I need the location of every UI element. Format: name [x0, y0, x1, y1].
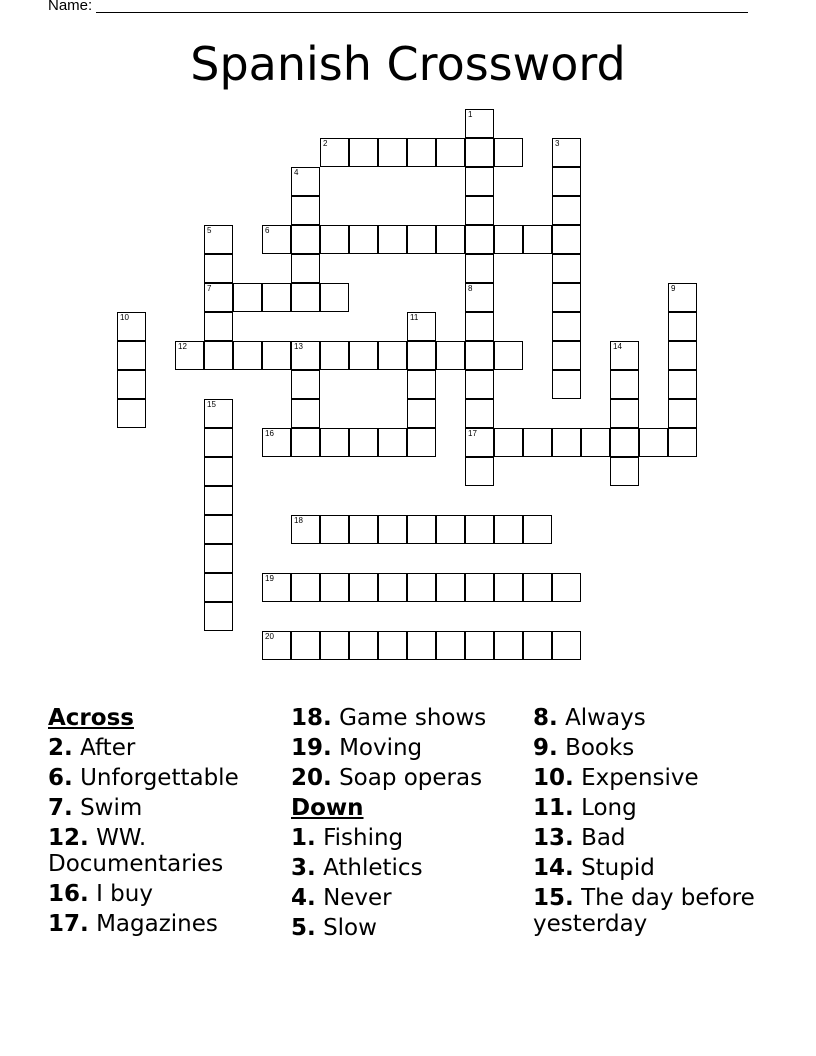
grid-cell[interactable] — [465, 631, 494, 660]
cell-number: 12 — [178, 342, 187, 351]
grid-cell[interactable] — [349, 225, 378, 254]
grid-cell[interactable] — [204, 225, 233, 254]
grid-cell[interactable] — [349, 573, 378, 602]
grid-cell[interactable] — [204, 254, 233, 283]
grid-cell[interactable] — [610, 370, 639, 399]
grid-cell[interactable] — [581, 428, 610, 457]
grid-cell[interactable] — [291, 196, 320, 225]
grid-cell[interactable] — [552, 370, 581, 399]
clue-down-10: 10. Expensive — [533, 765, 699, 791]
clue-down-8: 8. Always — [533, 705, 646, 731]
grid-cell[interactable] — [204, 341, 233, 370]
grid-cell[interactable] — [494, 515, 523, 544]
grid-cell[interactable] — [552, 631, 581, 660]
grid-cell[interactable] — [465, 515, 494, 544]
grid-cell[interactable] — [204, 602, 233, 631]
grid-cell[interactable] — [262, 631, 291, 660]
grid-cell[interactable] — [610, 341, 639, 370]
grid-cell[interactable] — [204, 515, 233, 544]
grid-cell[interactable] — [465, 399, 494, 428]
clue-across-16: 16. I buy — [48, 881, 153, 907]
grid-cell[interactable] — [523, 225, 552, 254]
grid-cell[interactable] — [465, 138, 494, 167]
cell-number: 9 — [671, 284, 676, 293]
clue-down-11: 11. Long — [533, 795, 637, 821]
across-heading: Across — [48, 705, 134, 731]
name-label: Name: — [48, 0, 93, 14]
clue-down-5: 5. Slow — [291, 915, 377, 941]
grid-cell[interactable] — [407, 138, 436, 167]
grid-cell[interactable] — [494, 631, 523, 660]
grid-cell[interactable] — [320, 573, 349, 602]
clue-across-2: 2. After — [48, 735, 136, 761]
clue-across-20: 20. Soap operas — [291, 765, 483, 791]
grid-cell[interactable] — [407, 515, 436, 544]
grid-cell[interactable] — [552, 312, 581, 341]
clue-down-3: 3. Athletics — [291, 855, 423, 881]
clue-across-6: 6. Unforgettable — [48, 765, 239, 791]
clue-across-17: 17. Magazines — [48, 911, 218, 937]
grid-cell[interactable] — [465, 283, 494, 312]
cell-number: 16 — [265, 429, 274, 438]
grid-cell[interactable] — [320, 225, 349, 254]
cell-number: 3 — [555, 139, 560, 148]
grid-cell[interactable] — [349, 631, 378, 660]
grid-cell[interactable] — [407, 573, 436, 602]
grid-cell[interactable] — [494, 428, 523, 457]
cell-number: 11 — [410, 313, 419, 322]
grid-cell[interactable] — [552, 254, 581, 283]
cell-number: 13 — [294, 342, 303, 351]
cell-number: 10 — [120, 313, 129, 322]
grid-cell[interactable] — [291, 167, 320, 196]
grid-cell[interactable] — [465, 167, 494, 196]
clue-down-1: 1. Fishing — [291, 825, 404, 851]
grid-cell[interactable] — [117, 399, 146, 428]
grid-cell[interactable] — [668, 399, 697, 428]
grid-cell[interactable] — [378, 631, 407, 660]
grid-cell[interactable] — [262, 573, 291, 602]
grid-cell[interactable] — [552, 573, 581, 602]
cell-number: 15 — [207, 400, 216, 409]
grid-cell[interactable] — [465, 312, 494, 341]
grid-cell[interactable] — [291, 399, 320, 428]
grid-cell[interactable] — [204, 544, 233, 573]
grid-cell[interactable] — [610, 457, 639, 486]
cell-number: 17 — [468, 429, 477, 438]
grid-cell[interactable] — [291, 515, 320, 544]
grid-cell[interactable] — [291, 370, 320, 399]
cell-number: 19 — [265, 574, 274, 583]
cell-number: 20 — [265, 632, 274, 641]
grid-cell[interactable] — [465, 254, 494, 283]
grid-cell[interactable] — [465, 428, 494, 457]
grid-cell[interactable] — [291, 225, 320, 254]
grid-cell[interactable] — [320, 631, 349, 660]
grid-cell[interactable] — [436, 631, 465, 660]
grid-cell[interactable] — [552, 225, 581, 254]
grid-cell[interactable] — [204, 457, 233, 486]
down-heading: Down — [291, 795, 364, 821]
grid-cell[interactable] — [668, 370, 697, 399]
clue-column-2 — [291, 703, 526, 943]
clue-down-4: 4. Never — [291, 885, 392, 911]
grid-cell[interactable] — [291, 428, 320, 457]
grid-cell[interactable] — [204, 312, 233, 341]
grid-cell[interactable] — [436, 515, 465, 544]
grid-cell[interactable] — [436, 573, 465, 602]
grid-cell[interactable] — [262, 225, 291, 254]
grid-cell[interactable] — [465, 225, 494, 254]
grid-cell[interactable] — [668, 283, 697, 312]
grid-cell[interactable] — [204, 283, 233, 312]
grid-cell[interactable] — [436, 341, 465, 370]
cell-number: 1 — [468, 110, 473, 119]
grid-cell[interactable] — [291, 631, 320, 660]
grid-cell[interactable] — [552, 341, 581, 370]
grid-cell[interactable] — [262, 341, 291, 370]
grid-cell[interactable] — [117, 370, 146, 399]
grid-cell[interactable] — [407, 341, 436, 370]
grid-cell[interactable] — [436, 138, 465, 167]
cell-number: 4 — [294, 168, 299, 177]
grid-cell[interactable] — [494, 138, 523, 167]
grid-cell[interactable] — [320, 428, 349, 457]
clue-down-13: 13. Bad — [533, 825, 626, 851]
clue-column-3 — [533, 703, 803, 939]
grid-cell[interactable] — [552, 138, 581, 167]
grid-cell[interactable] — [465, 457, 494, 486]
grid-cell[interactable] — [291, 283, 320, 312]
grid-cell[interactable] — [117, 312, 146, 341]
clue-across-19: 19. Moving — [291, 735, 423, 761]
grid-cell[interactable] — [407, 370, 436, 399]
grid-cell[interactable] — [204, 486, 233, 515]
grid-cell[interactable] — [407, 225, 436, 254]
cell-number: 18 — [294, 516, 303, 525]
clue-down-9: 9. Books — [533, 735, 635, 761]
clue-down-15: 15. The day before yesterday — [533, 885, 755, 937]
grid-cell[interactable] — [407, 399, 436, 428]
grid-cell[interactable] — [291, 573, 320, 602]
grid-cell[interactable] — [668, 312, 697, 341]
grid-cell[interactable] — [523, 631, 552, 660]
grid-cell[interactable] — [291, 341, 320, 370]
clue-column-1 — [48, 703, 283, 939]
grid-cell[interactable] — [465, 370, 494, 399]
grid-cell[interactable] — [349, 515, 378, 544]
grid-cell[interactable] — [465, 109, 494, 138]
grid-cell[interactable] — [407, 428, 436, 457]
grid-cell[interactable] — [494, 225, 523, 254]
grid-cell[interactable] — [320, 138, 349, 167]
grid-cell[interactable] — [262, 283, 291, 312]
grid-cell[interactable] — [291, 254, 320, 283]
grid-cell[interactable] — [407, 312, 436, 341]
grid-cell[interactable] — [407, 631, 436, 660]
grid-cell[interactable] — [610, 428, 639, 457]
clue-down-14: 14. Stupid — [533, 855, 655, 881]
grid-cell[interactable] — [320, 283, 349, 312]
grid-cell[interactable] — [639, 428, 668, 457]
grid-cell[interactable] — [262, 428, 291, 457]
cell-number: 14 — [613, 342, 622, 351]
grid-cell[interactable] — [523, 515, 552, 544]
cell-number: 7 — [207, 284, 212, 293]
grid-cell[interactable] — [610, 399, 639, 428]
grid-cell[interactable] — [117, 341, 146, 370]
grid-cell[interactable] — [465, 196, 494, 225]
grid-cell[interactable] — [378, 428, 407, 457]
grid-cell[interactable] — [494, 573, 523, 602]
grid-cell[interactable] — [668, 428, 697, 457]
clue-across-12: 12. WW. Documentaries — [48, 825, 224, 877]
cell-number: 2 — [323, 139, 328, 148]
grid-cell[interactable] — [378, 573, 407, 602]
clue-across-7: 7. Swim — [48, 795, 143, 821]
page-title: Spanish Crossword — [190, 37, 626, 91]
grid-cell[interactable] — [552, 428, 581, 457]
grid-cell[interactable] — [378, 138, 407, 167]
grid-cell[interactable] — [378, 341, 407, 370]
grid-cell[interactable] — [465, 573, 494, 602]
grid-cell[interactable] — [436, 225, 465, 254]
cell-number: 5 — [207, 226, 212, 235]
grid-cell[interactable] — [349, 138, 378, 167]
grid-cell[interactable] — [349, 428, 378, 457]
grid-cell[interactable] — [204, 399, 233, 428]
grid-cell[interactable] — [552, 167, 581, 196]
grid-cell[interactable] — [349, 341, 378, 370]
grid-cell[interactable] — [320, 341, 349, 370]
grid-cell[interactable] — [378, 225, 407, 254]
grid-cell[interactable] — [465, 341, 494, 370]
grid-cell[interactable] — [523, 573, 552, 602]
cell-number: 6 — [265, 226, 270, 235]
grid-cell[interactable] — [523, 428, 552, 457]
clue-across-18: 18. Game shows — [291, 705, 487, 731]
grid-cell[interactable] — [204, 573, 233, 602]
grid-cell[interactable] — [233, 341, 262, 370]
grid-cell[interactable] — [378, 515, 407, 544]
grid-cell[interactable] — [204, 428, 233, 457]
grid-cell[interactable] — [552, 283, 581, 312]
grid-cell[interactable] — [320, 515, 349, 544]
grid-cell[interactable] — [552, 196, 581, 225]
cell-number: 8 — [468, 284, 473, 293]
grid-cell[interactable] — [494, 341, 523, 370]
grid-cell[interactable] — [175, 341, 204, 370]
grid-cell[interactable] — [668, 341, 697, 370]
grid-cell[interactable] — [233, 283, 262, 312]
